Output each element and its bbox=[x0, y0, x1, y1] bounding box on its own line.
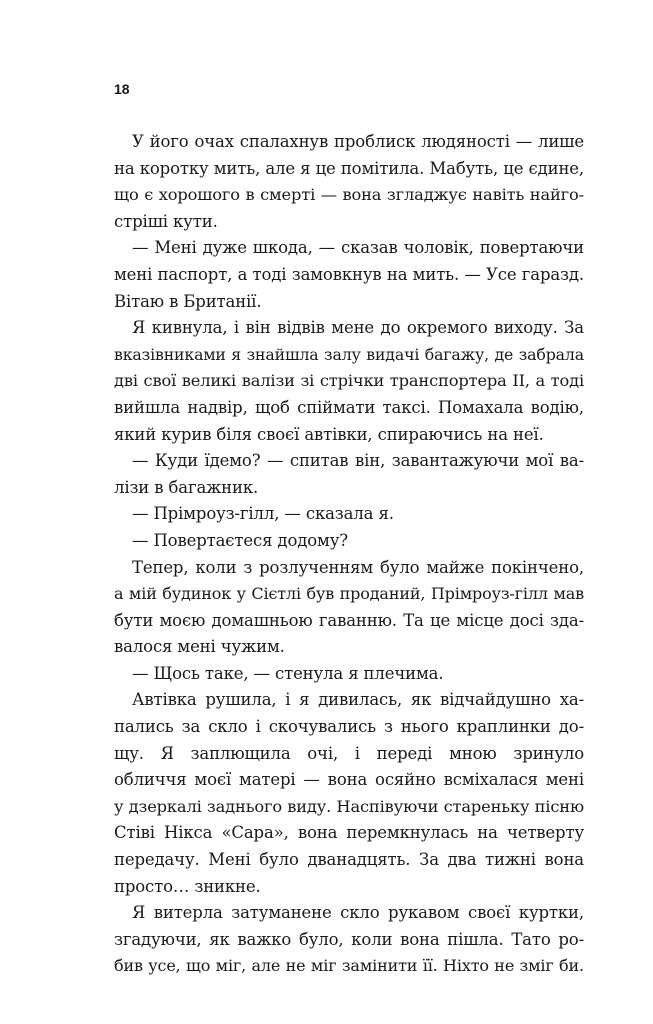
text-line: просто… зникне. bbox=[114, 876, 261, 896]
text-line: валося мені чужим. bbox=[114, 637, 285, 657]
text-line: У його очах спалахнув проблиск людяності — лише bbox=[132, 132, 584, 151]
text-line: вийшла надвір, щоб спіймати таксі. Помахала водію, bbox=[114, 397, 584, 417]
text-line: — Прімроуз-гілл, — сказала я. bbox=[132, 504, 394, 524]
text-line: згадуючи, як важко було, коли вона пішла. Тато ро- bbox=[114, 929, 584, 949]
text-line: Автівка рушила, і я дивилась, як відчайдушно ха- bbox=[132, 690, 584, 710]
text-line: Я витерла затуманене скло рукавом своєї куртки, bbox=[132, 903, 584, 923]
text-line: Стіві Нікса «Сара», вона перемкнулась на четверту bbox=[114, 823, 584, 843]
text-line: стріші кути. bbox=[114, 211, 218, 231]
text-line: — Куди їдемо? — спитав він, завантажуючи мої ва- bbox=[132, 451, 584, 471]
text-line: передачу. Мені було дванадцять. За два тижні вона bbox=[114, 850, 584, 870]
text-line: дві свої великі валізи зі стрічки транспортера II, а тоді bbox=[114, 371, 584, 391]
page-number: 18 bbox=[114, 81, 130, 97]
text-line: Вітаю в Британії. bbox=[114, 291, 262, 311]
text-line: — Повертаєтеся додому? bbox=[132, 530, 348, 550]
text-line: бути моєю домашньою гаванню. Та це місце досі зда- bbox=[114, 610, 584, 630]
text-line: у дзеркалі заднього виду. Наспівуючи стареньку пісню bbox=[114, 796, 584, 816]
body-text bbox=[114, 129, 584, 980]
text-line: — Мені дуже шкода, — сказав чоловік, повертаючи bbox=[132, 238, 584, 258]
text-line: пались за скло і скочувались з нього краплинки до- bbox=[114, 717, 584, 737]
text-line: на коротку мить, але я це помітила. Мабуть, це єдине, bbox=[114, 158, 584, 178]
text-line: — Щось таке, — стенула я плечима. bbox=[132, 663, 444, 683]
text-line: Тепер, коли з розлученням було майже покінчено, bbox=[132, 557, 584, 577]
text-line: обличчя моєї матері — вона осяйно всміхалася мені bbox=[114, 770, 584, 790]
text-line: бив усе, що міг, але не міг замінити її. Ніхто не зміг би. bbox=[114, 956, 584, 976]
text-line: мені паспорт, а тоді замовкнув на мить. — Усе гаразд. bbox=[114, 264, 584, 284]
text-line: лізи в багажник. bbox=[114, 477, 259, 497]
text-line: а мій будинок у Сієтлі був проданий, Прімроуз-гілл мав bbox=[114, 584, 584, 604]
text-line: що є хорошого в смерті — вона згладжує навіть найго- bbox=[114, 185, 584, 205]
text-line: який курив біля своєї автівки, спираючись на неї. bbox=[114, 424, 544, 444]
text-line: вказівниками я знайшла залу видачі багажу, де забрала bbox=[114, 344, 584, 364]
text-line: Я кивнула, і він відвів мене до окремого виходу. За bbox=[132, 318, 584, 338]
text-line: щу. Я заплющила очі, і переді мною зринуло bbox=[114, 743, 584, 763]
